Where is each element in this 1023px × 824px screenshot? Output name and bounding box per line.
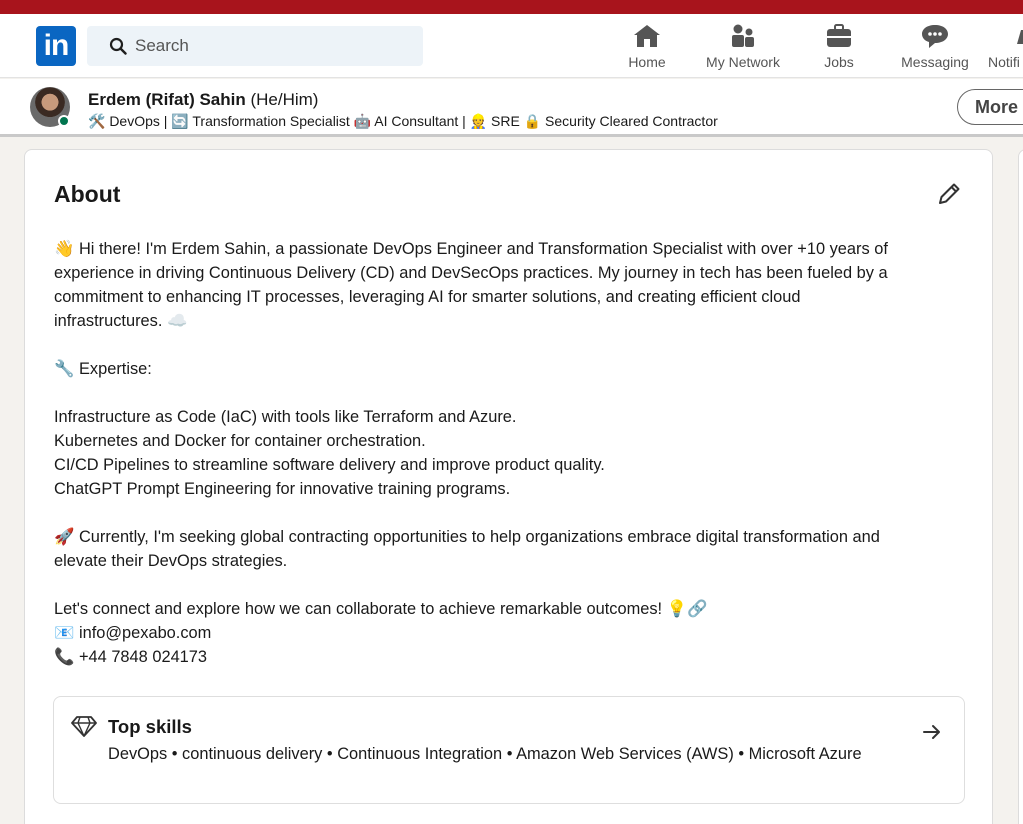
search-icon <box>109 37 127 55</box>
linkedin-logo[interactable]: in <box>36 26 76 66</box>
about-blank-line <box>54 381 959 405</box>
more-button[interactable]: More <box>957 89 1023 125</box>
about-email: 📧 info@pexabo.com <box>54 624 212 642</box>
pencil-icon <box>936 181 962 207</box>
arrow-right-icon <box>922 724 942 740</box>
bell-icon <box>1015 24 1023 48</box>
nav-messaging[interactable] <box>895 22 975 74</box>
nav-notifications-label: Notifi <box>988 54 1020 70</box>
nav-notifications[interactable] <box>988 22 1023 74</box>
top-skills-title: Top skills <box>108 716 192 737</box>
home-icon <box>633 24 661 48</box>
profile-name-line <box>88 90 318 110</box>
about-title: About <box>54 181 121 207</box>
about-line: Let's connect and explore how we can collaborate to achieve remarkable outcomes! 💡🔗 <box>54 600 708 618</box>
about-line: Kubernetes and Docker for container orchestration. <box>54 432 426 450</box>
nav-my-network[interactable] <box>700 22 786 74</box>
about-line: ChatGPT Prompt Engineering for innovative training programs. <box>54 480 511 498</box>
about-line: infrastructures. ☁️ <box>54 312 188 330</box>
about-blank-line <box>54 333 959 357</box>
online-status-indicator <box>58 115 70 127</box>
briefcase-icon <box>826 24 852 48</box>
about-blank-line <box>54 573 959 597</box>
network-icon <box>730 24 756 48</box>
browser-top-strip <box>0 0 1023 14</box>
profile-headline: 🛠️ DevOps | 🔄 Transformation Specialist 🤖 AI Consultant | 👷 SRE 🔒 Security Cleared Contractor <box>88 113 718 129</box>
about-card <box>24 149 993 824</box>
top-skills-arrow-button[interactable] <box>920 721 944 745</box>
diamond-icon <box>71 715 97 737</box>
nav-messaging-label: Messaging <box>901 54 969 70</box>
about-line: 🚀 Currently, I'm seeking global contracting opportunities to help organizations embrace digital transformation and <box>54 528 880 546</box>
global-nav <box>0 14 1023 78</box>
search-input[interactable] <box>135 36 395 56</box>
top-skills-card[interactable] <box>53 696 965 804</box>
about-line: Infrastructure as Code (IaC) with tools like Terraform and Azure. <box>54 408 517 426</box>
nav-jobs[interactable] <box>815 22 863 74</box>
top-skills-list: DevOps • continuous delivery • Continuous Integration • Amazon Web Services (AWS) • Microsoft Azure <box>108 745 862 763</box>
nav-home-label: Home <box>628 54 666 70</box>
about-line: 🔧 Expertise: <box>54 360 152 378</box>
nav-home[interactable] <box>620 22 674 74</box>
profile-name: Erdem (Rifat) Sahin <box>88 90 246 109</box>
about-line: 👋 Hi there! I'm Erdem Sahin, a passionate DevOps Engineer and Transformation Specialist with over +10 years of <box>54 240 888 258</box>
about-line: commitment to enhancing IT processes, leveraging AI for smarter solutions, and creating efficient cloud <box>54 288 801 306</box>
about-line: elevate their DevOps strategies. <box>54 552 288 570</box>
nav-jobs-label: Jobs <box>824 54 854 70</box>
about-text <box>54 237 959 669</box>
about-blank-line <box>54 501 959 525</box>
about-line: CI/CD Pipelines to streamline software delivery and improve product quality. <box>54 456 605 474</box>
about-phone: 📞 +44 7848 024173 <box>54 648 208 666</box>
search-bar[interactable] <box>87 26 423 66</box>
messaging-icon <box>921 23 949 49</box>
profile-pronouns: (He/Him) <box>245 90 319 109</box>
edit-about-button[interactable] <box>933 178 965 210</box>
sticky-profile-bar <box>0 79 1023 137</box>
about-line: experience in driving Continuous Delivery (CD) and DevSecOps practices. My journey in tech has been fueled by a <box>54 264 888 282</box>
nav-my-network-label: My Network <box>706 54 780 70</box>
right-rail-card <box>1018 149 1023 824</box>
